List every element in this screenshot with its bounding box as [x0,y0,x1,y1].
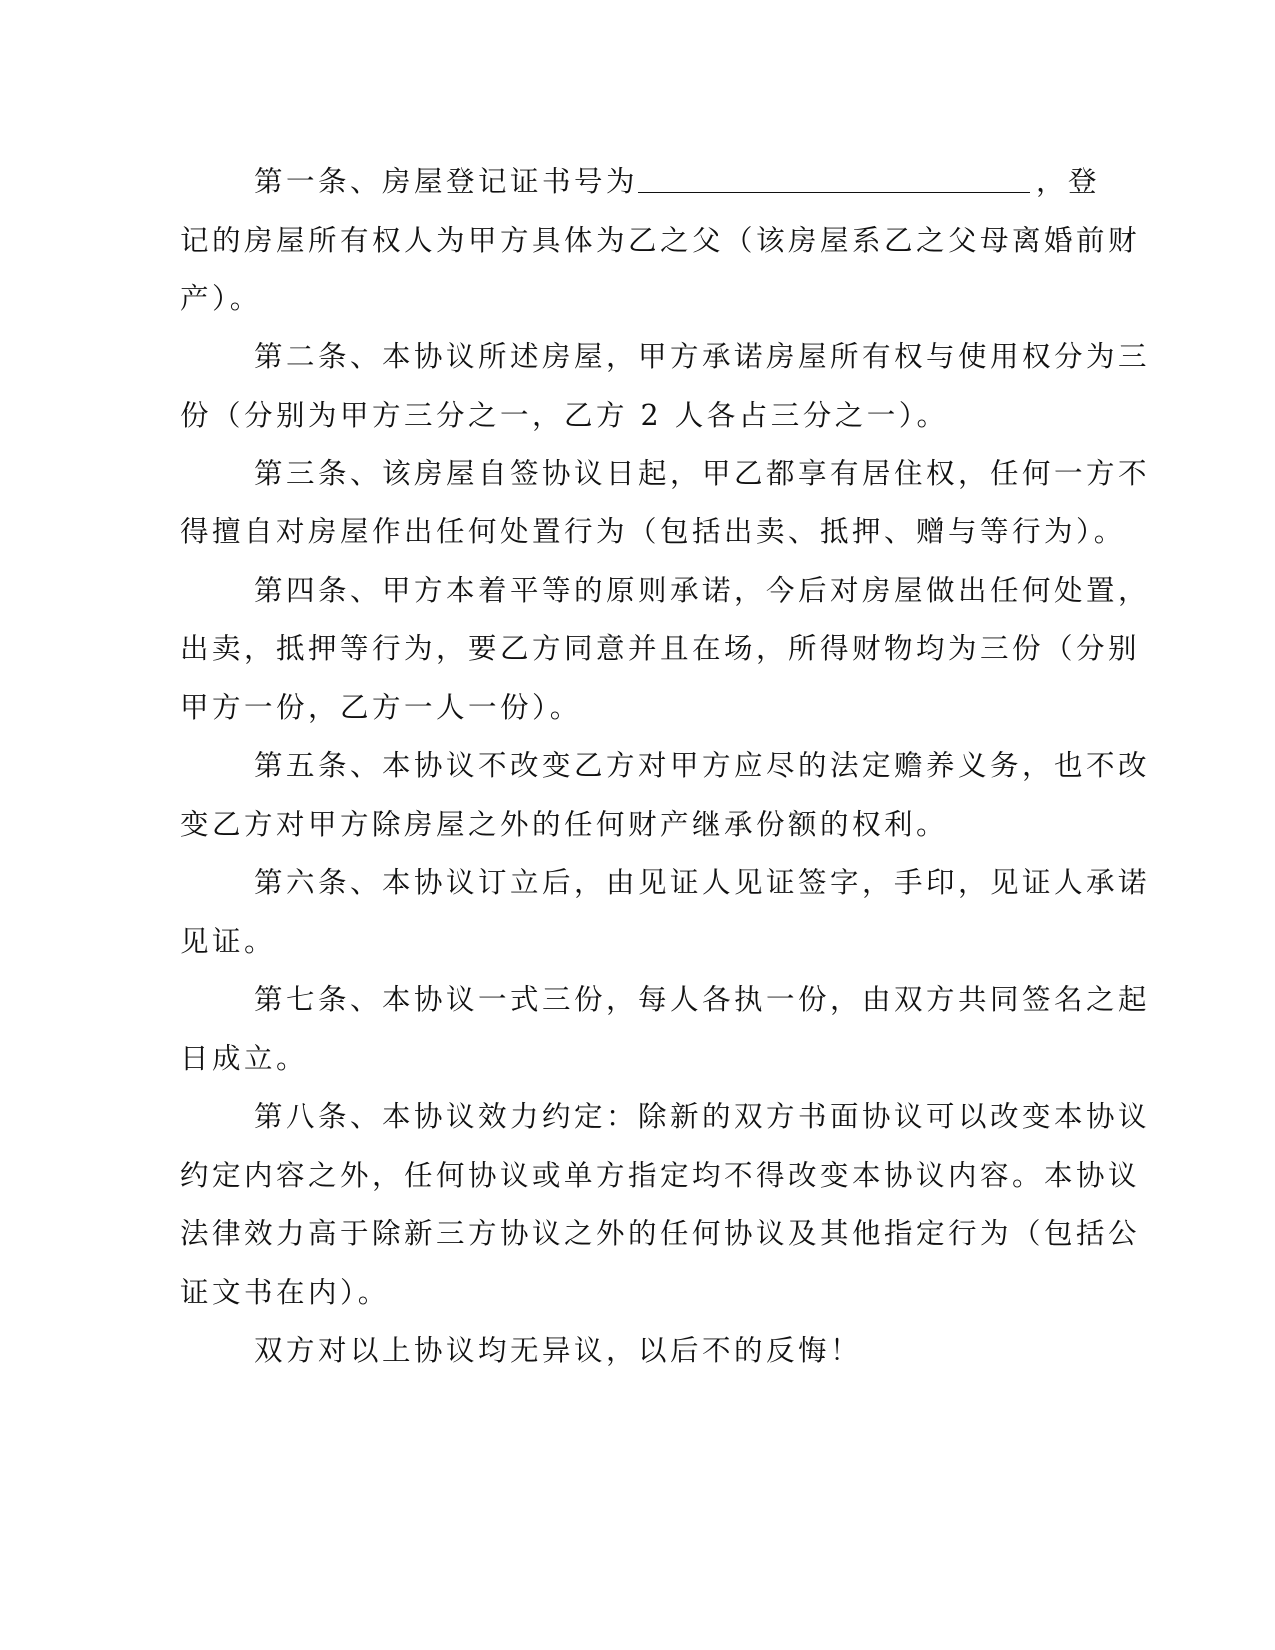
article-4-line-1: 第四条、甲方本着平等的原则承诺，今后对房屋做出任何处置， [254,574,1151,607]
certificate-number-blank [638,162,1030,193]
article-8-line-4: 证文书在内）。 [180,1276,390,1309]
article-5-line-1: 第五条、本协议不改变乙方对甲方应尽的法定赡养义务，也不改 [254,749,1151,782]
article-1-text-after-blank: ，登 [1036,165,1101,198]
article-4-line-3: 甲方一份，乙方一人一份）。 [180,691,582,724]
article-5-line-2: 变乙方对甲方除房屋之外的任何财产继承份额的权利。 [180,808,949,841]
article-8-line-1: 第八条、本协议效力约定：除新的双方书面协议可以改变本协议 [254,1100,1151,1133]
closing-statement: 双方对以上协议均无异议，以后不的反悔！ [254,1334,863,1367]
article-7-line-1: 第七条、本协议一式三份，每人各执一份，由双方共同签名之起 [254,983,1151,1016]
article-8-line-3: 法律效力高于除新三方协议之外的任何协议及其他指定行为（包括公 [180,1217,1141,1250]
article-1-line-1 [254,162,1100,202]
article-4-line-2: 出卖，抵押等行为，要乙方同意并且在场，所得财物均为三份（分别 [180,632,1141,665]
article-1-line-3: 产）。 [180,282,262,315]
article-2-line-2: 份（分别为甲方三分之一，乙方 2 人各占三分之一）。 [180,399,949,432]
article-6-line-1: 第六条、本协议订立后，由见证人见证签字，手印，见证人承诺 [254,866,1151,899]
article-7-line-2: 日成立。 [180,1042,309,1075]
article-2-line-1: 第二条、本协议所述房屋，甲方承诺房屋所有权与使用权分为三 [254,340,1151,373]
article-1-line-2: 记的房屋所有权人为甲方具体为乙之父（该房屋系乙之父母离婚前财 [180,224,1141,257]
article-3-line-2: 得擅自对房屋作出任何处置行为（包括出卖、抵押、赠与等行为）。 [180,515,1126,548]
article-3-line-1: 第三条、该房屋自签协议日起，甲乙都享有居住权，任何一方不 [254,457,1151,490]
article-6-line-2: 见证。 [180,925,277,958]
article-1-text-before-blank: 第一条、房屋登记证书号为 [254,165,639,198]
article-8-line-2: 约定内容之外，任何协议或单方指定均不得改变本协议内容。本协议 [180,1159,1141,1192]
